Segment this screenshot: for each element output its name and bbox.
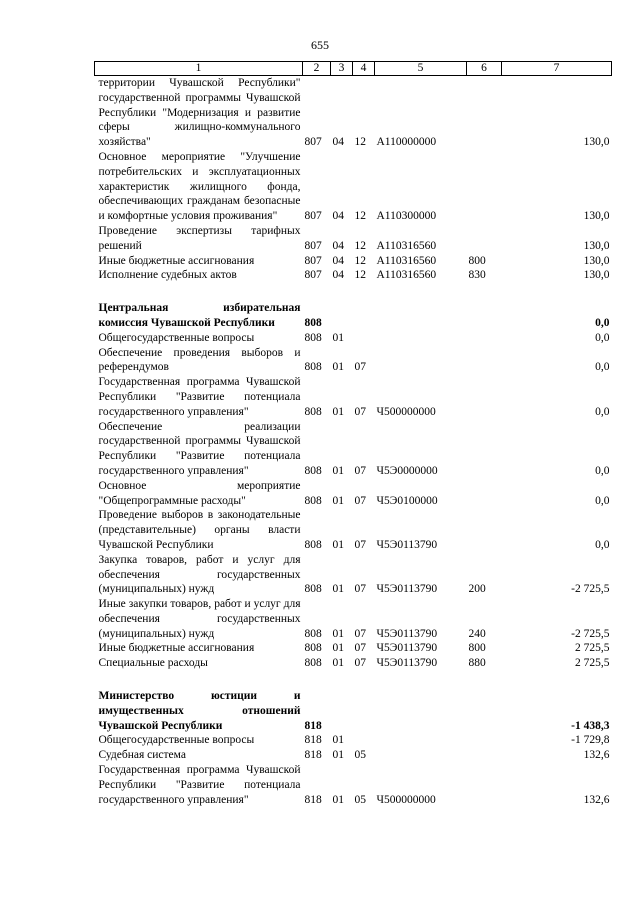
row-name: Судебная система [98, 749, 186, 762]
subsection-code [353, 301, 375, 331]
subsection-code: 07 [354, 657, 366, 670]
table-row [95, 76, 612, 150]
row-name: Проведение выборов в законодательные (представительные) органы власти Чувашской Республики [98, 509, 301, 551]
table-row [95, 763, 612, 807]
target-article-code [375, 689, 467, 733]
amount: 0,0 [595, 494, 610, 507]
row-name: Основное мероприятие "Общепрограммные расходы" [98, 479, 301, 507]
spacer-row [95, 283, 612, 301]
section-code: 01 [332, 361, 344, 374]
table-row [95, 254, 612, 269]
row-name: Общегосударственные вопросы [98, 734, 255, 747]
expense-type-code [467, 689, 502, 733]
subsection-code [353, 733, 375, 748]
amount: 0,0 [595, 464, 610, 477]
ministry-code: 808 [304, 642, 322, 655]
amount: 2 725,5 [575, 657, 610, 670]
target-article-code: А110300000 [376, 210, 437, 223]
column-header-6: 6 [467, 62, 502, 76]
table-row [95, 224, 612, 254]
subsection-code: 07 [354, 583, 366, 596]
row-name: Государственная программа Чувашской Республики "Развитие потенциала государственного управления" [98, 764, 301, 806]
row-name: Основное мероприятие "Улучшение потребительских и эксплуатационных характеристик жилищного фонда, обеспечивающих гражданам безопасные и комфортные условия проживания" [98, 150, 301, 223]
amount: 130,0 [583, 269, 610, 282]
section-code [331, 689, 353, 733]
amount: 132,6 [583, 749, 610, 762]
section-code: 01 [332, 331, 344, 344]
expense-type-code: 200 [468, 583, 486, 596]
row-name: Специальные расходы [98, 657, 208, 670]
expense-type-code [467, 331, 502, 346]
section-code: 01 [332, 793, 344, 806]
amount: 0,0 [595, 361, 610, 374]
row-name: Исполнение судебных актов [98, 269, 237, 282]
ministry-code: 818 [304, 719, 322, 732]
target-article-code: Ч5Э0113790 [376, 642, 438, 655]
ministry-code: 807 [304, 136, 322, 149]
column-header-row [95, 62, 612, 76]
row-name: Государственная программа Чувашской Республики "Развитие потенциала государственного управления" [98, 376, 301, 418]
budget-table [94, 61, 612, 807]
expense-type-code [467, 150, 502, 224]
subsection-code: 12 [354, 269, 366, 282]
expense-type-code [467, 375, 502, 419]
column-header-5: 5 [375, 62, 467, 76]
target-article-code: Ч5Э0113790 [376, 657, 438, 670]
table-row [95, 733, 612, 748]
ministry-code: 807 [304, 239, 322, 252]
subsection-code [353, 689, 375, 733]
ministry-code: 808 [304, 657, 322, 670]
ministry-code: 807 [304, 210, 322, 223]
target-article-code: Ч5Э0113790 [376, 627, 438, 640]
amount: 0,0 [595, 331, 610, 344]
ministry-code: 808 [304, 316, 322, 329]
amount: 132,6 [583, 793, 610, 806]
amount: -1 438,3 [571, 719, 610, 732]
target-article-code [375, 346, 467, 376]
section-code: 04 [332, 239, 344, 252]
table-row [95, 420, 612, 479]
expense-type-code [467, 420, 502, 479]
column-header-3: 3 [331, 62, 353, 76]
expense-type-code [467, 479, 502, 509]
target-article-code: А110316560 [376, 239, 437, 252]
expense-type-code: 880 [468, 657, 486, 670]
ministry-code: 808 [304, 331, 322, 344]
table-row [95, 641, 612, 656]
expense-type-code [467, 763, 502, 807]
row-name: Иные бюджетные ассигнования [98, 642, 255, 655]
row-name: Иные бюджетные ассигнования [98, 254, 255, 267]
ministry-code: 818 [304, 793, 322, 806]
subsection-code: 07 [354, 494, 366, 507]
target-article-code: А110316560 [376, 269, 437, 282]
ministry-code: 808 [304, 464, 322, 477]
spacer-row [95, 671, 612, 689]
amount: 0,0 [595, 316, 610, 329]
row-name: Обеспечение реализации государственной программы Чувашской Республики "Развитие потенциала государственного управления" [98, 420, 301, 477]
expense-type-code: 240 [468, 627, 486, 640]
amount: 2 725,5 [575, 642, 610, 655]
table-row [95, 150, 612, 224]
expense-type-code [467, 733, 502, 748]
amount: -1 729,8 [571, 734, 610, 747]
section-code: 01 [332, 749, 344, 762]
amount: 0,0 [595, 538, 610, 551]
table-row [95, 656, 612, 671]
ministry-code: 808 [304, 361, 322, 374]
target-article-code [375, 733, 467, 748]
table-row [95, 331, 612, 346]
ministry-code: 808 [304, 627, 322, 640]
amount: 130,0 [583, 136, 610, 149]
target-article-code: Ч500000000 [376, 405, 436, 418]
target-article-code: Ч500000000 [376, 793, 436, 806]
ministry-code: 818 [304, 749, 322, 762]
ministry-code: 807 [304, 254, 322, 267]
column-header-2: 2 [303, 62, 331, 76]
table-row [95, 301, 612, 331]
target-article-code: А110000000 [376, 136, 437, 149]
section-code: 04 [332, 210, 344, 223]
target-article-code [375, 748, 467, 763]
section-code: 01 [332, 642, 344, 655]
table-row [95, 553, 612, 597]
ministry-code: 808 [304, 494, 322, 507]
row-name: Центральная избирательная комиссия Чувашской Республики [98, 302, 301, 329]
expense-type-code: 830 [468, 269, 486, 282]
target-article-code: Ч5Э0000000 [376, 464, 438, 477]
row-name: Министерство юстиции и имущественных отношений Чувашской Республики [98, 690, 301, 732]
table-row [95, 268, 612, 283]
subsection-code: 07 [354, 464, 366, 477]
table-body [95, 76, 612, 808]
amount: 130,0 [583, 239, 610, 252]
target-article-code [375, 301, 467, 331]
section-code: 01 [332, 405, 344, 418]
target-article-code: Ч5Э0113790 [376, 538, 438, 551]
subsection-code: 07 [354, 538, 366, 551]
target-article-code [375, 331, 467, 346]
column-header-4: 4 [353, 62, 375, 76]
subsection-code: 05 [354, 793, 366, 806]
target-article-code: А110316560 [376, 254, 437, 267]
table-row [95, 748, 612, 763]
section-code: 01 [332, 734, 344, 747]
section-code: 01 [332, 494, 344, 507]
subsection-code [353, 331, 375, 346]
ministry-code: 807 [304, 269, 322, 282]
spacer-cell [95, 671, 612, 689]
amount: -2 725,5 [571, 627, 610, 640]
expense-type-code: 800 [468, 642, 486, 655]
expense-type-code [467, 748, 502, 763]
expense-type-code [467, 76, 502, 150]
row-name: Закупка товаров, работ и услуг для обеспечения государственных (муниципальных) нужд [98, 553, 301, 596]
subsection-code: 12 [354, 210, 366, 223]
ministry-code: 808 [304, 583, 322, 596]
section-code: 04 [332, 136, 344, 149]
subsection-code: 12 [354, 136, 366, 149]
table-row [95, 597, 612, 641]
section-code [331, 301, 353, 331]
target-article-code: Ч5Э0113790 [376, 583, 438, 596]
column-header-7: 7 [502, 62, 612, 76]
subsection-code: 07 [354, 405, 366, 418]
row-name: Проведение экспертизы тарифных решений [98, 224, 301, 252]
amount: -2 725,5 [571, 583, 610, 596]
row-name: Общегосударственные вопросы [98, 331, 255, 344]
amount: 0,0 [595, 405, 610, 418]
section-code: 04 [332, 269, 344, 282]
page-number: 655 [311, 38, 329, 52]
expense-type-code: 800 [468, 254, 486, 267]
table-row [95, 508, 612, 552]
section-code: 01 [332, 657, 344, 670]
subsection-code: 07 [354, 361, 366, 374]
ministry-code: 808 [304, 538, 322, 551]
expense-type-code [467, 224, 502, 254]
table-row [95, 375, 612, 419]
table-row [95, 479, 612, 509]
subsection-code: 05 [354, 749, 366, 762]
table-row [95, 689, 612, 733]
column-header-1: 1 [95, 62, 303, 76]
section-code: 04 [332, 254, 344, 267]
subsection-code: 07 [354, 642, 366, 655]
expense-type-code [467, 301, 502, 331]
expense-type-code [467, 346, 502, 376]
section-code: 01 [332, 538, 344, 551]
amount: 130,0 [583, 254, 610, 267]
section-code: 01 [332, 464, 344, 477]
subsection-code: 12 [354, 239, 366, 252]
row-name: Обеспечение проведения выборов и референдумов [98, 346, 301, 374]
ministry-code: 808 [304, 405, 322, 418]
row-name: территории Чувашской Республики" государственной программы Чувашской Республики "Модернизация и развитие сферы жилищно-коммунального хозяйства" [98, 77, 301, 149]
spacer-cell [95, 283, 612, 301]
amount: 130,0 [583, 210, 610, 223]
subsection-code: 07 [354, 627, 366, 640]
section-code: 01 [332, 583, 344, 596]
table-row [95, 346, 612, 376]
section-code: 01 [332, 627, 344, 640]
expense-type-code [467, 508, 502, 552]
subsection-code: 12 [354, 254, 366, 267]
row-name: Иные закупки товаров, работ и услуг для обеспечения государственных (муниципальных) нужд [98, 598, 301, 640]
ministry-code: 818 [304, 734, 322, 747]
target-article-code: Ч5Э0100000 [376, 494, 438, 507]
